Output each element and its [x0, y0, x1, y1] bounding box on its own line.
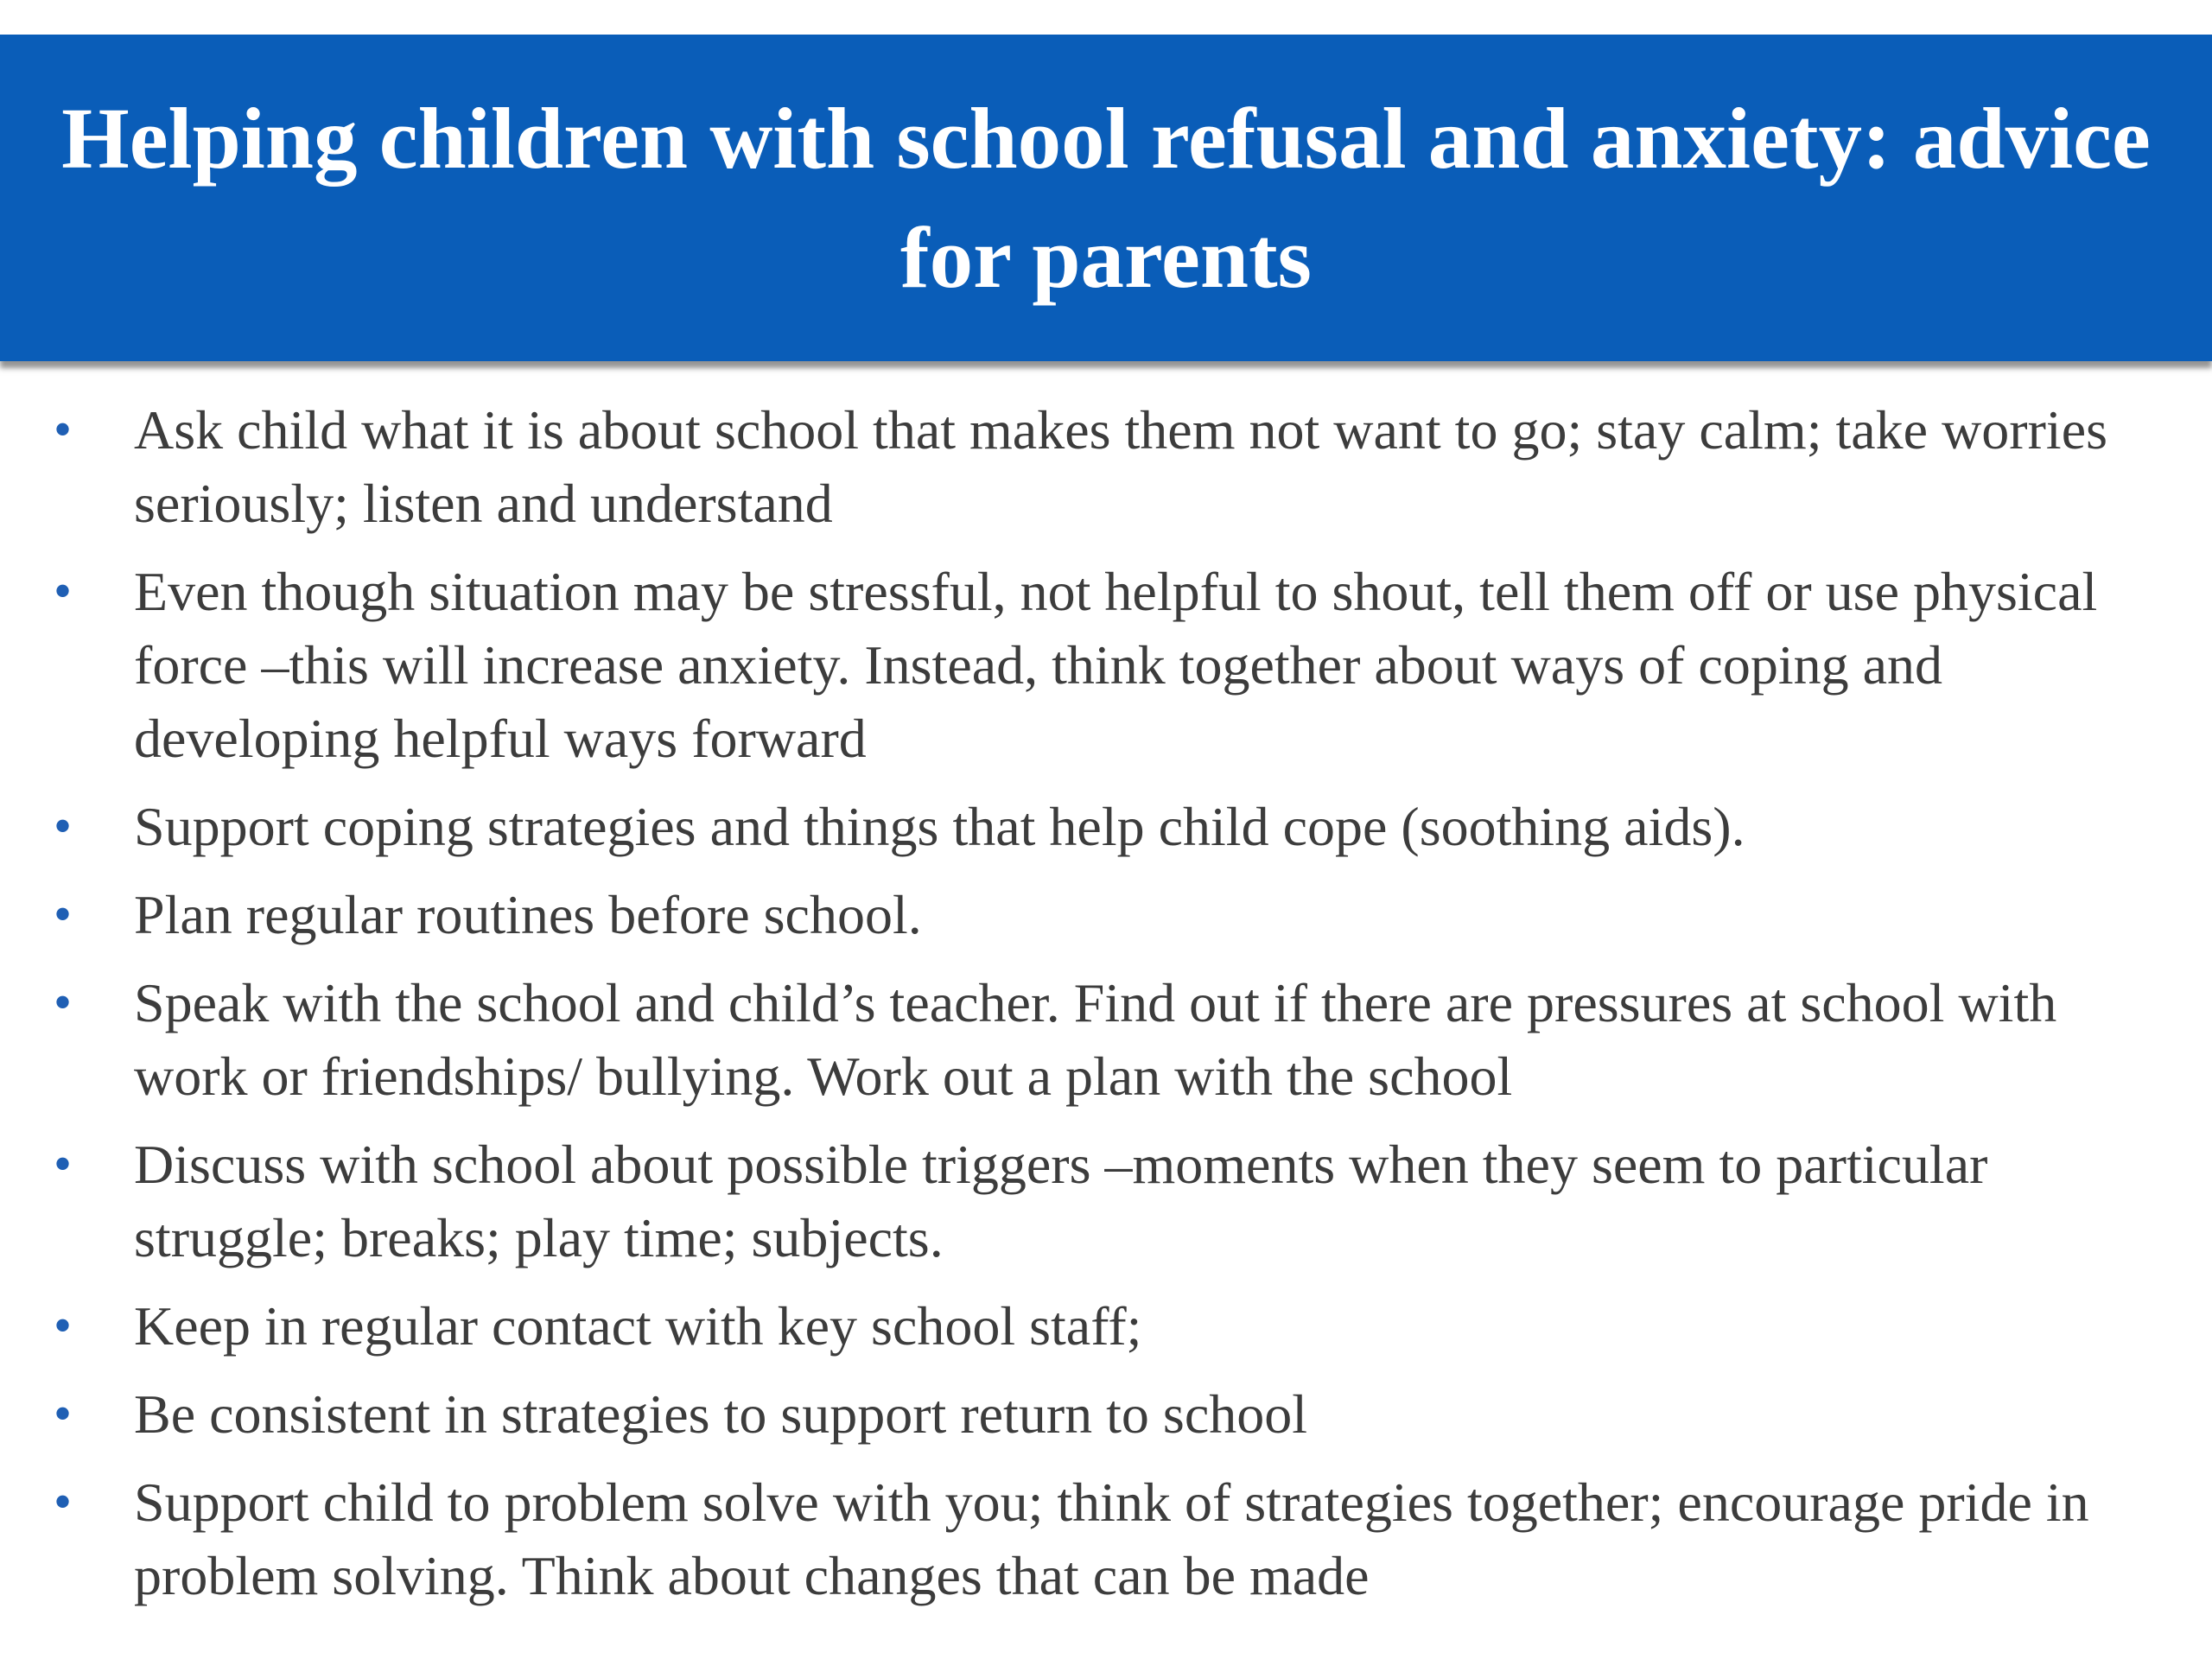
bullet-item	[0, 1465, 2195, 1612]
bullet-dot-icon: •	[54, 1385, 73, 1442]
bullet-list	[0, 393, 2195, 1627]
bullet-text: Support coping strategies and things that help child cope (soothing aids).	[134, 796, 1745, 857]
bullet-item	[0, 966, 2195, 1113]
bullet-dot-icon: •	[54, 563, 73, 620]
bullet-text: Discuss with school about possible triggers –moments when they seem to particular struggle; breaks; play time; subjects.	[134, 1134, 1988, 1268]
bullet-dot-icon: •	[54, 1297, 73, 1354]
bullet-dot-icon: •	[54, 886, 73, 943]
bullet-dot-icon: •	[54, 1473, 73, 1530]
bullet-text: Keep in regular contact with key school staff;	[134, 1295, 1142, 1357]
bullet-text: Plan regular routines before school.	[134, 884, 922, 945]
slide-title: Helping children with school refusal and anxiety: advice for parents	[61, 90, 2151, 306]
bullet-item	[0, 790, 2195, 863]
bullet-dot-icon: •	[54, 798, 73, 855]
bullet-text: Ask child what it is about school that makes them not want to go; stay calm; take worries seriously; listen and understand	[134, 399, 2107, 534]
bullet-item	[0, 878, 2195, 951]
bullet-item	[0, 393, 2195, 540]
bullet-text: Support child to problem solve with you; think of strategies together; encourage pride in problem solving. Think about changes that can be made	[134, 1471, 2089, 1606]
bullet-dot-icon: •	[54, 401, 73, 458]
bullet-text: Speak with the school and child’s teacher. Find out if there are pressures at school with work or friendships/ bullying. Work out a plan with the school	[134, 972, 2057, 1107]
bullet-text: Even though situation may be stressful, not helpful to shout, tell them off or use physical force –this will increase anxiety. Instead, think together about ways of coping and developing helpful ways forward	[134, 561, 2098, 769]
bullet-text: Be consistent in strategies to support return to school	[134, 1383, 1307, 1445]
bullet-item	[0, 555, 2195, 775]
bullet-item	[0, 1377, 2195, 1451]
title-banner	[0, 35, 2212, 361]
bullet-item	[0, 1128, 2195, 1274]
bullet-item	[0, 1289, 2195, 1363]
bullet-dot-icon: •	[54, 974, 73, 1031]
bullet-dot-icon: •	[54, 1135, 73, 1192]
